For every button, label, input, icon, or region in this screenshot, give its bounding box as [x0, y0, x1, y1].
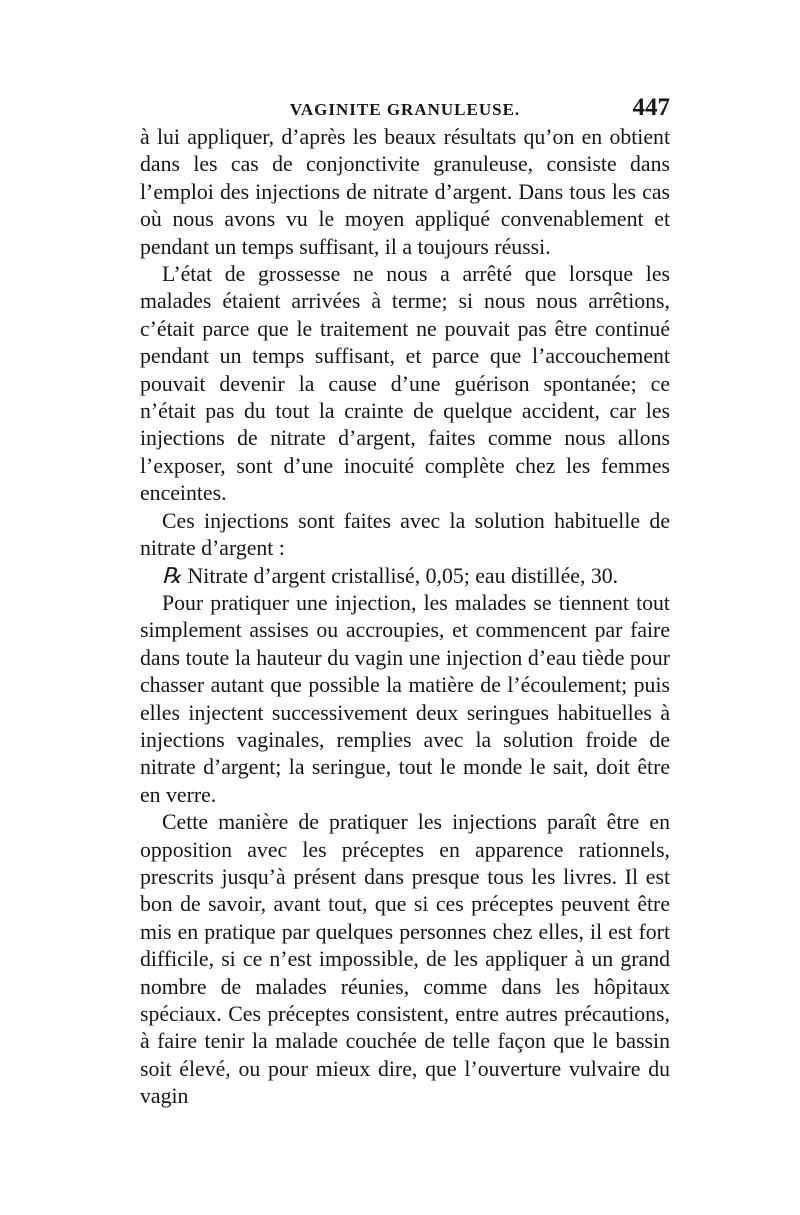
recipe-symbol: ℞ — [162, 563, 182, 588]
formula-text: Nitrate d’argent cristallisé, 0,05; eau distillée, 30. — [187, 563, 619, 588]
formula-line — [140, 563, 670, 590]
paragraph-grossesse: L’état de grossesse ne nous a arrêté que lorsque les malades étaient arrivées à terme; si nous nous arrêtions, c’était parce que le traitement ne pouvait pas être continué pendant un temps suffisant, et parce que l’accouchement pouvait devenir la cause d’une guérison spontanée; ce n’était pas du tout la crainte de quelque accident, car les injections de nitrate d’argent, faites comme nous allons l’exposer, sont d’une inocuité complète chez les femmes enceintes. — [140, 262, 670, 506]
page-number: 447 — [632, 94, 670, 121]
paragraph-continuation: à lui appliquer, d’après les beaux résultats qu’on en obtient dans les cas de conjonctivite granuleuse, consiste dans l’emploi des injections de nitrate d’argent. Dans tous les cas où nous avons vu le moyen appliqué convenablement et pendant un temps suffisant, il a toujours réussi. — [140, 125, 670, 259]
running-head — [140, 96, 670, 124]
paragraph-preceptes: Cette manière de pratiquer les injections paraît être en opposition avec les préceptes en apparence rationnels, prescrits jusqu’à présent dans presque tous les livres. Il est bon de savoir, avant tout, que si ces préceptes peuvent être mis en pratique par quelques personnes chez elles, il est fort difficile, si ce n’est impossible, de les appliquer à un grand nombre de malades réunies, comme dans les hôpitaux spéciaux. Ces préceptes consistent, entre autres précautions, à faire tenir la malade couchée de telle façon que le bassin soit élevé, ou pour mieux dire, que l’ouverture vulvaire du vagin — [140, 810, 670, 1109]
paragraph-injection-method: Pour pratiquer une injection, les malades se tiennent tout simplement assises ou accroupies, et commencent par faire dans toute la hauteur du vagin une injection d’eau tiède pour chasser autant que possible la matière de l’écoulement; puis elles injectent successivement deux seringues habituelles à injections vaginales, remplies avec la solution froide de nitrate d’argent; la seringue, tout le monde le sait, doit être en verre. — [140, 590, 670, 807]
paragraph-solution: Ces injections sont faites avec la solution habituelle de nitrate d’argent : — [140, 508, 670, 561]
running-title: VAGINITE GRANULEUSE. — [289, 100, 521, 119]
body-text — [140, 124, 670, 1111]
